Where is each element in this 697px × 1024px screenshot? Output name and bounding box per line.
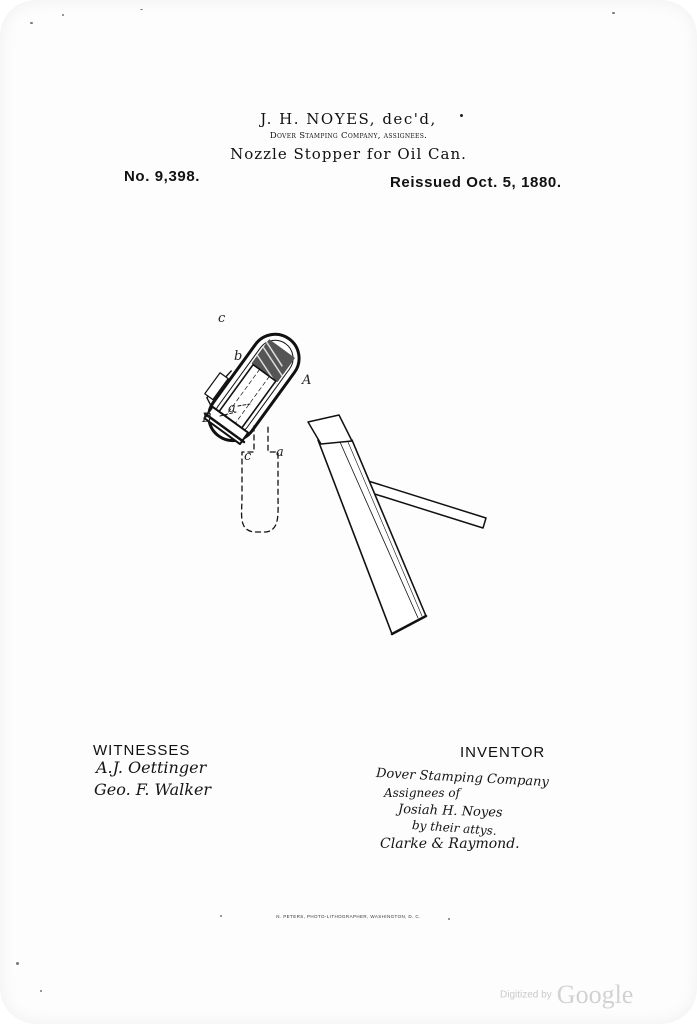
inventor-heading: INVENTOR — [460, 744, 546, 761]
inventor-signature-line-4: by their attys. — [411, 818, 498, 838]
figure-label-c-lower: c — [244, 449, 252, 464]
patentee-name: J. H. NOYES, dec'd, — [260, 110, 437, 128]
witness-signature-1: A.J. Oettinger — [96, 758, 207, 777]
assignees-line: Dover Stamping Company, assignees. — [269, 131, 428, 141]
inventor-signature-line-5: Clarke & Raymond. — [380, 836, 520, 852]
scan-speck — [612, 12, 615, 14]
scan-speck — [140, 9, 143, 10]
figure-label-a-upper: a — [228, 401, 236, 416]
google-logo: Google — [556, 980, 634, 1009]
scan-speck — [62, 14, 64, 16]
witnesses-heading: WITNESSES — [93, 742, 191, 759]
witness-signature-2: Geo. F. Walker — [94, 780, 212, 799]
inventor-signature-line-3: Josiah H. Noyes — [397, 802, 503, 821]
scan-speck — [30, 22, 33, 24]
figure-label-c-top: c — [218, 311, 226, 326]
figure-label-b: b — [234, 349, 243, 364]
scan-speck — [40, 990, 42, 992]
reissue-date: Reissued Oct. 5, 1880. — [390, 174, 562, 191]
inventor-signature-line-2: Assignees of — [384, 786, 461, 800]
lithographer-imprint: N. PETERS, PHOTO-LITHOGRAPHER, WASHINGTON, D. C. — [276, 914, 421, 919]
invention-title: Nozzle Stopper for Oil Can. — [230, 145, 467, 163]
inventor-signature-line-1: Dover Stamping Company — [375, 766, 550, 791]
figure-label-B: B — [202, 411, 212, 426]
figure-label-A: A — [302, 373, 312, 388]
patent-number: No. 9,398. — [124, 168, 201, 185]
digitized-by-watermark — [500, 980, 633, 1010]
digitized-by-text: Digitized by — [500, 989, 552, 1001]
figure-label-a-lower: a — [276, 445, 284, 460]
nozzle-stopper-drawing — [190, 300, 510, 650]
scan-speck — [16, 962, 19, 965]
